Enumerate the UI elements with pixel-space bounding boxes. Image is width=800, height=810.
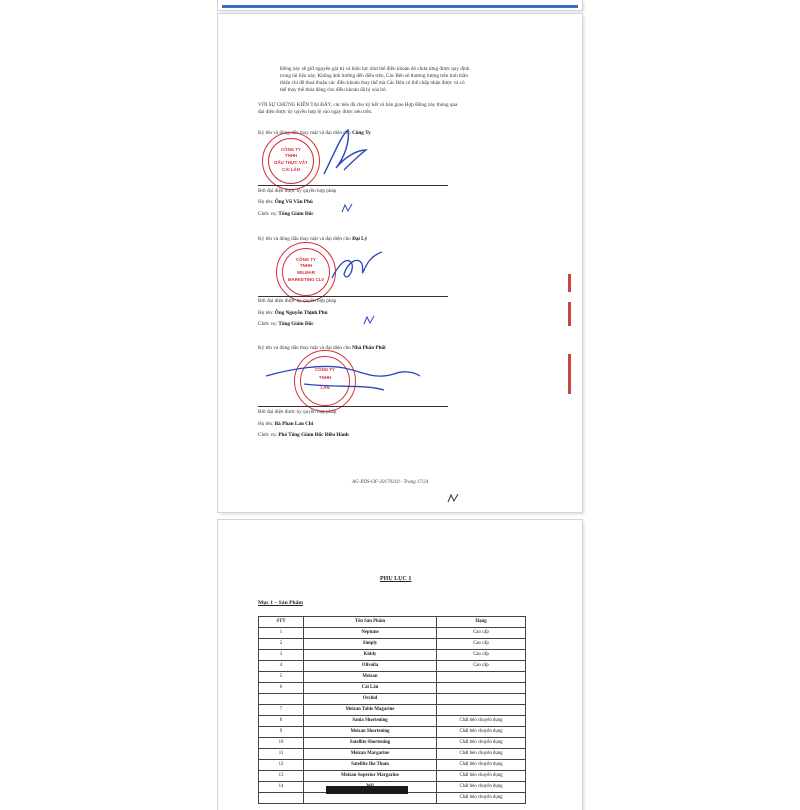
row-grade xyxy=(437,672,526,683)
row-grade: Cao cấp xyxy=(437,639,526,650)
name-row-2 xyxy=(258,310,328,317)
product-table xyxy=(258,616,526,804)
row-grade: Cao cấp xyxy=(437,650,526,661)
rep-title: Phó Tổng Giám Đốc Điều Hành xyxy=(278,432,349,438)
sign-label-text: Ký tên và đóng dấu thay mặt và đại diện cho xyxy=(258,345,351,351)
row-grade: Chất béo chuyên dụng xyxy=(437,727,526,738)
row-product: Simply xyxy=(304,639,437,650)
row-stt: 6 xyxy=(259,683,304,694)
clause-line-4: thể thay thế thỏa đáng cho điều khoản đã bị xóa bỏ. xyxy=(280,87,387,93)
row-grade: Chất béo chuyên dụng xyxy=(437,738,526,749)
initial-mark-2 xyxy=(362,314,376,326)
rep-name: Bà Phan Lan Chi xyxy=(274,421,314,427)
witness-line-2: đại diện được ủy quyền hợp lệ vào ngày được nêu trên. xyxy=(258,109,373,115)
annex-page xyxy=(218,520,582,810)
section-title: Mục 1 – Sản Phẩm xyxy=(258,600,304,606)
sign-label-text: Ký tên và đóng dấu thay mặt và đại diện cho xyxy=(258,130,351,136)
row-grade: Chất béo chuyên dụng xyxy=(437,782,526,793)
name-label: Họ tên: xyxy=(258,421,274,427)
seal-text-4: MARKETING CLV xyxy=(287,277,325,282)
edge-mark xyxy=(568,354,571,394)
row-grade: Chất béo chuyên dụng xyxy=(437,716,526,727)
row-stt: 12 xyxy=(259,760,304,771)
row-grade xyxy=(437,683,526,694)
row-stt: 4 xyxy=(259,661,304,672)
seal-text-2: TNHH xyxy=(318,375,332,380)
annex-title: PHỤ LỤC 1 xyxy=(380,576,412,582)
row-stt: 3 xyxy=(259,650,304,661)
row-stt: 8 xyxy=(259,716,304,727)
row-stt xyxy=(259,793,304,804)
rep-label-2: Bởi đại diện được ủy quyền hợp pháp xyxy=(258,298,337,304)
signature-page xyxy=(218,14,582,512)
row-stt: 11 xyxy=(259,749,304,760)
signature-2 xyxy=(326,242,386,292)
page-footer: AG-PDS-OF-20170310 - Trang 17/24 xyxy=(352,480,429,485)
seal-text-2: TNHH xyxy=(299,263,313,268)
row-grade: Chất béo chuyên dụng xyxy=(437,749,526,760)
seal-text-1: CÔNG TY xyxy=(295,257,316,262)
row-stt: 13 xyxy=(259,771,304,782)
table-row xyxy=(259,727,526,738)
signature-line-2 xyxy=(258,296,448,297)
rep-label-1: Bởi đại diện được ủy quyền hợp pháp xyxy=(258,188,337,194)
name-label: Họ tên: xyxy=(258,310,274,316)
initial-mark-1 xyxy=(340,202,354,214)
row-stt: 9 xyxy=(259,727,304,738)
seal-text-3: DẦU THỰC VẬT xyxy=(274,160,308,165)
header-product: Tên Sản Phẩm xyxy=(304,617,437,628)
row-stt: 1 xyxy=(259,628,304,639)
table-row xyxy=(259,705,526,716)
title-label: Chức vụ: xyxy=(258,211,278,217)
row-product: Meizan Superior Margarine xyxy=(304,771,437,782)
sign-label-text: Ký tên và đóng dấu thay mặt và đại diện cho xyxy=(258,236,351,242)
table-row xyxy=(259,672,526,683)
page-edge-blue-bar xyxy=(222,5,578,8)
row-product: Olivoila xyxy=(304,661,437,672)
table-row xyxy=(259,650,526,661)
header-stt: STT xyxy=(259,617,304,628)
title-row-3 xyxy=(258,432,349,439)
table-row xyxy=(259,716,526,727)
row-product: Orchid xyxy=(304,694,437,705)
row-product: Meizan Margarine xyxy=(304,749,437,760)
rep-name: Ông Nguyễn Thịnh Phú xyxy=(274,310,328,316)
name-row-3 xyxy=(258,421,313,428)
table-row xyxy=(259,749,526,760)
signature-3 xyxy=(264,354,424,404)
name-row-1 xyxy=(258,199,313,206)
row-product: Sania Shortening xyxy=(304,716,437,727)
title-row-1 xyxy=(258,211,314,218)
title-row-2 xyxy=(258,321,314,328)
row-stt: 2 xyxy=(259,639,304,650)
edge-mark xyxy=(568,274,571,292)
table-row xyxy=(259,639,526,650)
row-grade: Chất béo chuyên dụng xyxy=(437,793,526,804)
title-label: Chức vụ: xyxy=(258,321,278,327)
previous-page-edge xyxy=(218,0,582,10)
table-row xyxy=(259,661,526,672)
rep-title: Tổng Giám Đốc xyxy=(278,211,314,217)
party-name: Nhà Phân Phối xyxy=(352,345,386,351)
row-grade: Chất béo chuyên dụng xyxy=(437,760,526,771)
witness-line-1: VỚI SỰ CHỨNG KIẾN TẠI ĐÂY, các bên đã cho ký kết và bàn giao Hợp Đồng này thông qua xyxy=(258,102,458,108)
signature-1 xyxy=(314,124,374,184)
clause-line-1: Đồng này sẽ giữ nguyên giá trị và hiệu lực như thể điều khoản đó chưa từng được quy định xyxy=(280,66,470,72)
signature-line-3 xyxy=(258,406,448,407)
row-grade: Cao cấp xyxy=(437,628,526,639)
title-label: Chức vụ: xyxy=(258,432,278,438)
clause-line-2: trong tài liệu này. Không ảnh hưởng đến điều trên, Các Bên sẽ thương lượng trên tinh thần xyxy=(280,73,468,79)
row-product: Satellite Ihe Thom xyxy=(304,760,437,771)
row-product: Meizan xyxy=(304,672,437,683)
company-seal xyxy=(262,132,320,190)
edge-mark xyxy=(568,302,571,326)
table-row xyxy=(259,793,526,804)
row-product: Neptune xyxy=(304,628,437,639)
row-stt xyxy=(259,694,304,705)
row-product: Cái Lân xyxy=(304,683,437,694)
row-product: Meizan Shortening xyxy=(304,727,437,738)
table-row xyxy=(259,683,526,694)
seal-text-4: CÁI LÂN xyxy=(282,167,300,172)
row-grade xyxy=(437,705,526,716)
row-grade: Chất béo chuyên dụng xyxy=(437,771,526,782)
rep-label-3: Bởi đại diện được ủy quyền hợp pháp xyxy=(258,409,337,415)
seal-text-2: TNHH xyxy=(284,153,298,158)
party-name: Đại Lý xyxy=(352,236,368,242)
table-header-row xyxy=(259,617,526,628)
seal-text-3: WILMAR xyxy=(296,270,316,275)
seal-text-1: CÔNG TY xyxy=(280,147,301,152)
seal-text-1: CÔNG TY xyxy=(314,367,335,372)
row-product xyxy=(304,793,437,804)
table-row xyxy=(259,771,526,782)
clause-line-3: thiện chí để thoả thuận các điều khoản thay thế mà Các Bên có thể chấp nhận được và có xyxy=(280,80,465,86)
row-stt: 5 xyxy=(259,672,304,683)
signature-line-1 xyxy=(258,185,448,186)
table-row xyxy=(259,738,526,749)
row-stt: 14 xyxy=(259,782,304,793)
party-name: Công Ty xyxy=(352,130,371,136)
table-row xyxy=(259,628,526,639)
redaction-bar xyxy=(326,786,408,794)
table-row xyxy=(259,760,526,771)
row-product: Satellite Shortening xyxy=(304,738,437,749)
row-product: Meizan Table Magarine xyxy=(304,705,437,716)
table-row xyxy=(259,694,526,705)
rep-name: Ông Vũ Văn Phú xyxy=(274,199,313,205)
row-grade xyxy=(437,694,526,705)
header-grade: Hạng xyxy=(437,617,526,628)
row-grade: Cao cấp xyxy=(437,661,526,672)
rep-title: Tổng Giám Đốc xyxy=(278,321,314,327)
seal-text-3: LAN xyxy=(320,385,330,390)
initial-mark-footer xyxy=(446,492,460,504)
row-stt: 7 xyxy=(259,705,304,716)
name-label: Họ tên: xyxy=(258,199,274,205)
row-product: Kiddy xyxy=(304,650,437,661)
row-stt: 10 xyxy=(259,738,304,749)
